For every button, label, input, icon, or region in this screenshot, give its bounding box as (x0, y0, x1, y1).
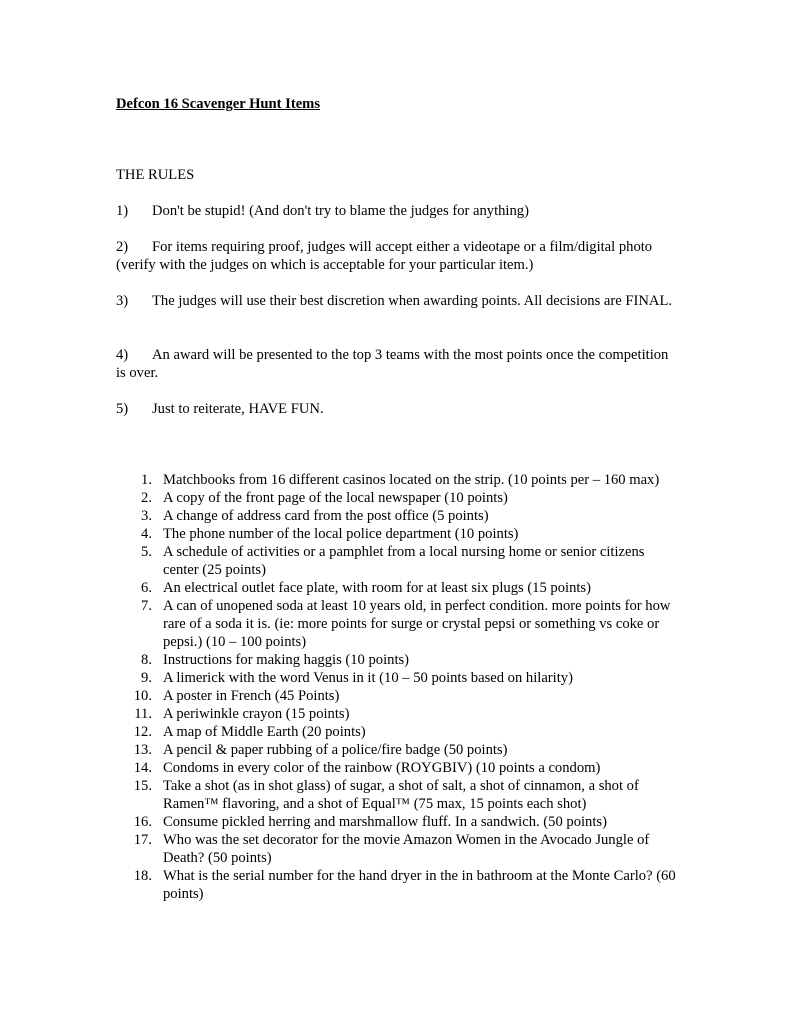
rule-text: An award will be presented to the top 3 teams with the most points once the competition is over. (116, 347, 669, 381)
rule-number: 1) (116, 203, 129, 219)
item-text: Consume pickled herring and marshmallow fluff. In a sandwich. (50 points) (163, 814, 607, 830)
rule-1 (116, 202, 676, 220)
rule-number: 2) (116, 239, 129, 255)
list-item (116, 489, 676, 507)
item-number: 4. (141, 526, 152, 542)
item-number: 15. (133, 778, 152, 794)
rule-text: The judges will use their best discretion when awarding points. All decisions are FINAL. (152, 293, 673, 309)
rule-text: Just to reiterate, HAVE FUN. (152, 401, 324, 417)
list-item (116, 579, 676, 597)
item-text: A change of address card from the post office (5 points) (163, 508, 489, 524)
rule-text: For items requiring proof, judges will accept either a videotape or a film/digital photo (verify with the judges on which is acceptable for your particular item.) (116, 239, 653, 273)
list-item (116, 687, 676, 705)
item-text: Take a shot (as in shot glass) of sugar, a shot of salt, a shot of cinnamon, a shot of Ramen™ flavoring, and a shot of Equal™ (75 max, 15 points each shot) (163, 778, 639, 812)
list-item (116, 723, 676, 741)
item-text: Who was the set decorator for the movie Amazon Women in the Avocado Jungle of Death? (50 points) (163, 832, 650, 866)
item-text: A poster in French (45 Points) (163, 688, 340, 704)
list-item (116, 741, 676, 759)
rule-2 (116, 238, 676, 274)
list-item (116, 759, 676, 777)
list-item (116, 525, 676, 543)
item-text: What is the serial number for the hand dryer in the in bathroom at the Monte Carlo? (60 points) (163, 868, 676, 902)
item-number: 12. (133, 724, 152, 740)
item-text: An electrical outlet face plate, with room for at least six plugs (15 points) (163, 580, 591, 596)
item-text: Matchbooks from 16 different casinos located on the strip. (10 points per – 160 max) (163, 472, 660, 488)
item-text: A map of Middle Earth (20 points) (163, 724, 366, 740)
item-number: 7. (141, 598, 152, 614)
list-item (116, 867, 676, 903)
list-item (116, 813, 676, 831)
item-text: A periwinkle crayon (15 points) (163, 706, 350, 722)
item-text: A pencil & paper rubbing of a police/fire badge (50 points) (163, 742, 508, 758)
rule-number: 4) (116, 347, 129, 363)
item-number: 11. (134, 706, 152, 722)
rule-5 (116, 400, 676, 418)
list-item (116, 651, 676, 669)
item-text: Condoms in every color of the rainbow (ROYGBIV) (10 points a condom) (163, 760, 601, 776)
rules-heading: THE RULES (116, 167, 195, 183)
item-text: Instructions for making haggis (10 points) (163, 652, 410, 668)
list-item (116, 669, 676, 687)
list-item (116, 777, 676, 813)
item-number: 6. (141, 580, 152, 596)
item-number: 9. (141, 670, 152, 686)
rule-text: Don't be stupid! (And don't try to blame the judges for anything) (152, 203, 529, 219)
list-item (116, 831, 676, 867)
item-number: 16. (133, 814, 152, 830)
rule-3 (116, 292, 676, 310)
rule-4 (116, 346, 676, 382)
item-number: 2. (141, 490, 152, 506)
list-item (116, 507, 676, 525)
item-number: 8. (141, 652, 152, 668)
list-item (116, 543, 676, 579)
item-number: 3. (141, 508, 152, 524)
item-number: 1. (141, 472, 152, 488)
item-text: A schedule of activities or a pamphlet from a local nursing home or senior citizens center (25 points) (163, 544, 645, 578)
rule-number: 5) (116, 401, 129, 417)
item-number: 10. (133, 688, 152, 704)
item-text: A can of unopened soda at least 10 years old, in perfect condition. more points for how rare of a soda it is. (ie: more points for surge or crystal pepsi or something vs coke or pepsi.) (10 – 100 points) (163, 598, 671, 650)
item-number: 13. (133, 742, 152, 758)
item-number: 18. (133, 868, 152, 884)
document-title: Defcon 16 Scavenger Hunt Items (116, 96, 321, 112)
item-number: 17. (133, 832, 152, 848)
list-item (116, 471, 676, 489)
item-text: A limerick with the word Venus in it (10 – 50 points based on hilarity) (163, 670, 573, 686)
item-text: The phone number of the local police department (10 points) (163, 526, 519, 542)
item-number: 14. (133, 760, 152, 776)
rule-number: 3) (116, 293, 129, 309)
list-item (116, 597, 676, 651)
item-text: A copy of the front page of the local newspaper (10 points) (163, 490, 508, 506)
list-item (116, 705, 676, 723)
item-number: 5. (141, 544, 152, 560)
scavenger-item-list (116, 471, 676, 903)
